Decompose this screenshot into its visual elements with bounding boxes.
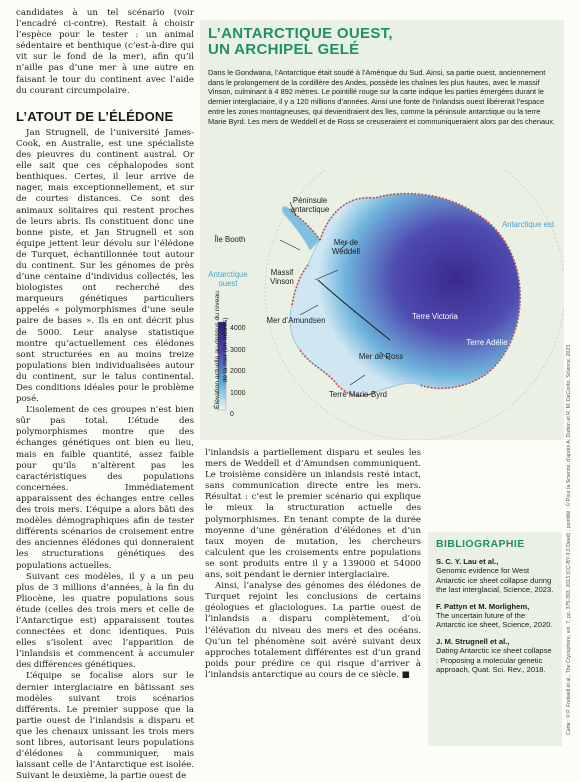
bib-text: The uncertain future of the Antarctic ice sheet, Science, 2020. [436, 611, 553, 630]
bibliography-entry [436, 602, 554, 630]
label-antarctique-ouest: Antarctique ouest [208, 270, 248, 288]
infobox-title-line1: L’ANTARCTIQUE OUEST, [208, 25, 393, 42]
label-mer-amundsen: Mer d’Amundsen [266, 316, 326, 325]
column-middle [205, 448, 421, 681]
legend-ticks [230, 318, 246, 426]
section-heading: L’ATOUT DE L’ÉLÉDONE [16, 108, 174, 124]
bib-authors: J. M. Strugnell et al., [436, 636, 510, 646]
legend-tick: 3000 [230, 346, 246, 354]
legend-tick: 2000 [230, 368, 246, 376]
infobox-text: Dans le Gondwana, l’Antarctique était soudé à l’Amérique du Sud. Ainsi, sa partie ouest, anciennement dans le prolongement de la cordillère des Andes, possède les chaînes les plus hautes, avec le massif Vinson, culminant à 4 892 mètres. Le pointillé rouge sur la carte indique les parties émergées durant le dernier interglaciaire, il y a 120 millions d’années. Ainsi une fonte de l’inlandsis ouest libérerait l’espace entre les zones montagneuses, qui deviendraient des îles, comme la péninsule antarctique ou la terre Marie Byrd. Les mers de Weddell et de Ross se creuseraient et communiqueraient alors par des chenaux. [208, 68, 555, 126]
body-paragraph: Ainsi, l’analyse des génomes des élédones de Turquet rejoint les conclusions de certains géologues et glaciologues. La partie ouest de l’inlandsis a disparu complètement, d’où l’élévation du niveau des mers et des océans. Qu’un tel phénomène soit avéré suivant deux approches totalement différentes est d’un grand poids pour prédire ce qui risque d’arriver à l’inlandsis antarctique au cours de ce siècle. ■ [205, 581, 421, 680]
label-ile-booth: Île Booth [214, 235, 246, 244]
bib-authors: S. C. Y. Lau et al., [436, 557, 499, 566]
bibliography-entry [436, 637, 554, 675]
label-terre-marie-byrd: Terre Marie-Byrd [328, 390, 388, 399]
bib-authors: F. Pattyn et M. Morlighem, [436, 601, 530, 611]
legend-tick: 0 [230, 411, 234, 419]
antarctica-map [200, 170, 564, 440]
legend-title: Élévation actuelle au-dessus du niveau de la mer (en mètres) [214, 291, 229, 409]
infobox-title [208, 26, 393, 58]
infobox [200, 20, 564, 440]
bib-text: Genomic evidence for West Antarctic ice sheet collapse during the last interglacial, Science, 2023. [436, 566, 554, 595]
label-terre-adelie: Terre Adélie [466, 338, 508, 347]
column-left [16, 8, 194, 782]
bibliography-box [428, 532, 562, 746]
label-mer-ross: Mer de Ross [358, 352, 404, 361]
intro-paragraph: candidates à un tel scénario (voir l’encadré ci-contre). Restait à choisir l’espèce pour le tester : un animal sédentaire et benthique (c’est-à-dire qui vit sur le fond de la mer), afin qu’il n’aille pas d’une mer à une autre en faisant le tour du continent avec l’aide du courant circumpolaire. [16, 8, 194, 96]
body-paragraph: Jan Strugnell, de l’université James-Cook, en Australie, est une spécialiste des pieuvres du continent austral. Or elle sait que ces céphalopodes sont benthiques. Certes, il leur arrive de nager, mais exceptionnellement, et sur de courtes distances. Ce sont des animaux solitaires qui restent proches de leurs abris. Ils constituent donc une bonne piste, et Jan Strugnell et son équipe jettent leur dévolu sur l’élédone de Turquet, échantillonnée tout autour du continent. Sur les génomes de près d’une centaine d’individus collectés, les biologistes ont recherché des marqueurs génétiques particuliers appelés « polymorphismes d’une seule paire de bases ». Ils en ont décrit plus de 5000. Leur analyse statistique montre qu’actuellement ces élédones sont structurées en au moins treize populations bien individualisées autour du continent, sur le talus continental. Des conditions idéales pour le problème posé. [16, 127, 194, 405]
body-paragraph: L’équipe se focalise alors sur le dernier interglaciaire en bâtissant ses modèles suivant trois scénarios différents. Le premier suppose que la partie ouest de l’inlandsis a disparu et que les chenaux unissant les trois mers sont libres, autorisant leurs populations d’élédones à communiquer, mais laissant celle de l’Antarctique est isolée. Suivant le deuxième, la partie ouest de [16, 671, 194, 782]
ice-sheet [290, 194, 520, 396]
label-mer-weddell: Mer de Weddell [331, 238, 361, 256]
body-paragraph: l’inlandsis a partiellement disparu et seules les mers de Weddell et d’Amundsen communiquent. Le troisième considère un inlandsis resté intact, sans communication directe entre les mers. Résultat : c’est le premier scénario qui explique le mieux la structuration actuelle des polymorphismes. En tenant compte de la durée moyenne d’une génération d’élédones et d’un taux moyen de mutation, les chercheurs calculent que les croisements entre populations se sont produits entre il y a 139000 et 54000 ans, soit pendant le dernier interglaciaire. [205, 448, 421, 581]
label-peninsule: Péninsule antarctique [290, 196, 330, 214]
infobox-title-line2: UN ARCHIPEL GELÉ [208, 41, 360, 58]
legend-tick: 1000 [230, 389, 246, 397]
body-paragraph: Suivant ces modèles, il y a un peu plus de 3 millions d’années, à la fin du Pliocène, les quatre populations sous étude (celles des trois mers et celle de l’Antarctique est) apparaissent toutes connectées et donc identiques. Puis elles s’isolent avec l’apparition de l’inlandsis et commencent à accumuler des différences génétiques. [16, 571, 194, 671]
label-terre-victoria: Terre Victoria [412, 312, 458, 321]
label-antarctique-est: Antarctique est [501, 220, 554, 229]
legend-tick: 4000 [230, 325, 246, 332]
label-massif-vinson: Massif Vinson [270, 268, 294, 286]
bibliography-entry [436, 557, 554, 595]
body-paragraph: L’isolement de ces groupes n’est bien sûr pas total. L’étude des polymorphismes montre que des échanges génétiques ont bien eu lieu, mais en faible quantité, assez faible pour qu’ils n’altèrent pas les caractéristiques des populations concernées. Immédiatement apparaissent des échanges entre celles des trois mers. L’équipe a alors bâti des modèles démographiques afin de tester différents scénarios de croisement entre des anciennes élédones qui donneraient les structurations génétiques des populations actuelles. [16, 405, 194, 571]
map-credit: Carte : © P. Fretwell et al., The Cryosphere, vol. 7, pp. 375-393, 2013 (CC-BY-3.0 Deed) ; pointillé : © Pour la Science, d’après A. Dutton et R. M. DeConto, Science, 2023 [566, 344, 572, 735]
bib-text: Dating Antarctic ice sheet collapse : Proposing a molecular genetic approach, Quat. Sci. Rev., 2018. [436, 646, 552, 675]
bibliography-heading: BIBLIOGRAPHIE [436, 538, 525, 550]
